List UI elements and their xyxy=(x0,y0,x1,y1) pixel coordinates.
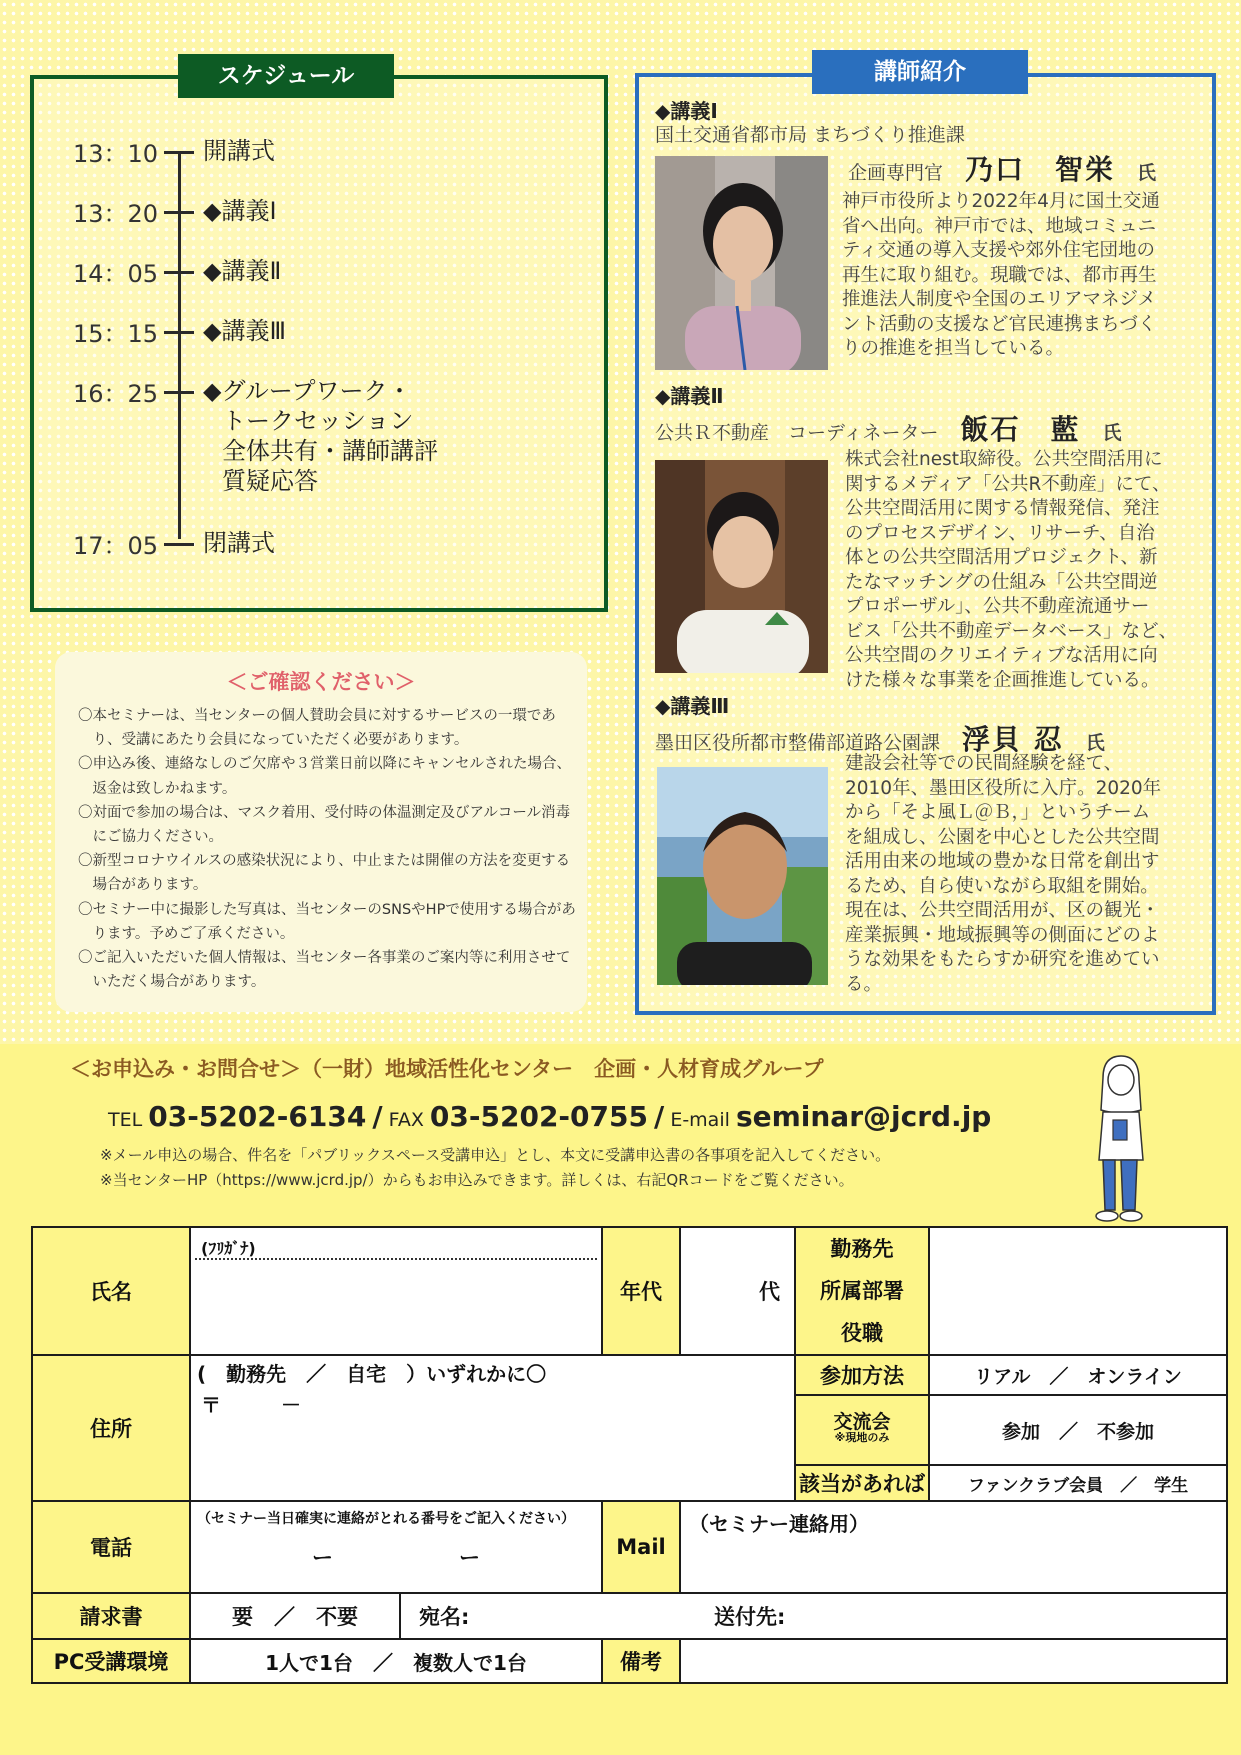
schedule-time: 15：15 xyxy=(73,320,159,348)
notice-item: 〇本セミナーは、当センターの個人賛助会員に対するサービスの一環であり、受講にあたり会員になっていただく必要があります。 xyxy=(78,708,556,749)
notice-item: 〇申込み後、連絡なしのご欠席や３営業日前以降にキャンセルされた場合、返金は致しかねます。 xyxy=(78,756,571,797)
phone-field[interactable]: （セミナー当日確実に連絡がとれる番号をご記入ください） ー ー xyxy=(190,1501,602,1593)
invoice-choice[interactable]: 要 ／ 不要 xyxy=(190,1593,400,1639)
schedule-time: 16：25 xyxy=(73,380,159,408)
schedule-title: スケジュール xyxy=(178,54,394,98)
lecturer-photo-3 xyxy=(657,767,828,985)
lecturer-name: 飯石 藍 xyxy=(960,413,1081,446)
networking-choice[interactable]: 参加 ／ 不参加 xyxy=(929,1395,1227,1465)
schedule-time: 13：20 xyxy=(73,200,159,228)
mail-label: E-mail xyxy=(670,1109,730,1131)
lecturer-name-row xyxy=(655,408,1122,448)
timeline-tick xyxy=(164,543,194,546)
lecturer-name-row xyxy=(848,148,1156,188)
lecturer-org: 墨田区役所都市整備部道路公園課 xyxy=(655,732,941,754)
schedule-time: 13：10 xyxy=(73,140,159,168)
lecturer-org: 公共Ｒ不動産 コーディネーター xyxy=(655,422,939,444)
schedule-event-sub: 質疑応答 xyxy=(222,467,318,495)
age-label: 年代 xyxy=(602,1227,680,1355)
lecturer-photo-2 xyxy=(655,460,828,673)
mail-field[interactable]: （セミナー連絡用） xyxy=(680,1501,1227,1593)
fax-number: 03-5202-0755 xyxy=(429,1100,648,1133)
lecturer-name: 乃口 智栄 xyxy=(965,153,1116,186)
notice-item: 〇新型コロナウイルスの感染状況により、中止または開催の方法を変更する場合があります。 xyxy=(78,853,571,894)
schedule-event: ◆講義Ⅰ xyxy=(203,197,277,225)
workplace-label: 勤務先 所属部署 役職 xyxy=(795,1227,929,1355)
lecturer-bio: 株式会社nest取締役。公共空間活用に 関するメディア「公共R不動産」にて、 公共空間活用に関する情報発信、発注 のプロセスデザイン、リサーチ、自治 体との公共空間活用プロジェクト、新 たなマッチングの仕組み「公共空間逆 プロポーザル」、公共不動産流通サー ビス「公共不動産データベース」など、 公共空間のクリエイティブな活用に向 けた様々な事業を企画推進している。 xyxy=(845,449,1178,691)
timeline-tick xyxy=(164,211,194,214)
invoice-address-field[interactable] xyxy=(400,1593,1227,1639)
lecture-heading: ◆講義Ⅲ xyxy=(655,694,730,718)
notice-list xyxy=(78,704,578,994)
timeline-tick xyxy=(164,151,194,154)
notice-item: 〇セミナー中に撮影した写真は、当センターのSNSやHPで使用する場合があります。予めご了承ください。 xyxy=(78,901,576,942)
lecturer-honorific: 氏 xyxy=(1102,422,1122,444)
lecturer-honorific: 氏 xyxy=(1085,732,1105,754)
participation-method-label: 参加方法 xyxy=(795,1355,929,1395)
lecturer-name: 浮貝 忍 xyxy=(962,723,1064,756)
address-field[interactable]: ( 勤務先 ／ 自宅 ）いずれかに〇 〒 － xyxy=(190,1355,795,1501)
schedule-event: 開講式 xyxy=(203,137,275,165)
notice-item: 〇ご記入いただいた個人情報は、当センター各事業のご案内等に利用させていただく場合があります。 xyxy=(78,950,571,991)
mail-label: Mail xyxy=(602,1501,680,1593)
timeline-tick xyxy=(164,391,194,394)
applicable-label: 該当があれば xyxy=(795,1465,929,1501)
participation-method-choice[interactable]: リアル ／ オンライン xyxy=(929,1355,1227,1395)
schedule-event-sub: トークセッション xyxy=(222,407,414,435)
remarks-field[interactable] xyxy=(680,1639,1227,1683)
lecture-heading: ◆講義Ⅱ xyxy=(655,384,724,408)
tel-label: TEL xyxy=(108,1109,143,1131)
email-link[interactable]: seminar@jcrd.jp xyxy=(735,1100,992,1133)
schedule-event: ◆講義Ⅲ xyxy=(203,317,287,345)
networking-label: 交流会 ※現地のみ xyxy=(795,1395,929,1465)
schedule-event: 閉講式 xyxy=(203,529,275,557)
fax-label: FAX xyxy=(388,1109,424,1131)
application-form xyxy=(31,1226,1228,1684)
application-header: ＜お申込み・お問合せ＞（一財）地域活性化センター 企画・人材育成グループ xyxy=(70,1057,824,1081)
lecture-heading: ◆講義Ⅰ xyxy=(655,99,718,123)
tel-number: 03-5202-6134 xyxy=(148,1100,367,1133)
timeline-tick xyxy=(164,331,194,334)
lecturer-bio: 神戸市役所より2022年4月に国土交通 省へ出向。神戸市では、地域コミュニ ティ交通の導入支援や郊外住宅団地の 再生に取り組む。現職では、都市再生 推進法人制度や全国のエリアマネジメ ント活動の支援など官民連携まちづく りの推進を担当している。 xyxy=(842,191,1160,359)
workplace-field[interactable] xyxy=(929,1227,1227,1355)
name-field[interactable] xyxy=(190,1227,602,1355)
applicable-choice[interactable]: ファンクラブ会員 ／ 学生 xyxy=(929,1465,1227,1501)
send-to-label: 送付先: xyxy=(714,1605,786,1629)
lecturer-honorific: 氏 xyxy=(1137,162,1157,184)
schedule-event: ◆講義Ⅱ xyxy=(203,257,282,285)
schedule-event-sub: 全体共有・講師講評 xyxy=(222,437,438,465)
schedule-event: ◆グループワーク・ xyxy=(203,377,412,405)
notice-item: 〇対面で参加の場合は、マスク着用、受付時の体温測定及びアルコール消毒にご協力ください。 xyxy=(78,804,571,846)
illustration-person xyxy=(1085,1050,1155,1225)
timeline-tick xyxy=(164,271,194,274)
addressee-label: 宛名: xyxy=(419,1605,470,1629)
pc-environment-choice[interactable]: 1人で1台 ／ 複数人で1台 xyxy=(190,1639,602,1683)
pc-environment-label: PC受講環境 xyxy=(32,1639,190,1683)
remarks-label: 備考 xyxy=(602,1639,680,1683)
lecturer-title: 講師紹介 xyxy=(812,50,1028,94)
phone-label: 電話 xyxy=(32,1501,190,1593)
invoice-label: 請求書 xyxy=(32,1593,190,1639)
notice-title: ＜ご確認ください＞ xyxy=(226,670,416,694)
name-label: 氏名 xyxy=(32,1227,190,1355)
lecturer-position: 企画専門官 xyxy=(848,162,944,184)
lecturer-org: 国土交通省都市局 まちづくり推進課 xyxy=(655,124,965,146)
address-label: 住所 xyxy=(32,1355,190,1501)
schedule-time: 17：05 xyxy=(73,532,159,560)
furigana-label: (ﾌﾘｶﾞﾅ) xyxy=(195,1228,597,1260)
application-note: ※当センターHP（https://www.jcrd.jp/）からもお申込みできます。詳しくは、右記QRコードをご覧ください。 xyxy=(100,1171,854,1189)
lecturer-bio: 建設会社等での民間経験を経て、 2010年、墨田区役所に入庁。2020年 から「そよ風Ｌ＠Ｂ，」というチーム を組成し、公園を中心とした公共空間 活用由来の地域の豊かな日常を創出す るため、自ら使いながら取組を開始。 現在は、公共空間活用が、区の観光・ 産業振興・地域振興等の側面にどのよ うな効果をもたらすか研究を進めてい る。 xyxy=(845,753,1162,995)
lecturer-photo-1 xyxy=(655,156,828,370)
contact-line: TEL 03-5202-6134 / FAX 03-5202-0755 / E-mail seminar@jcrd.jp xyxy=(108,1100,992,1133)
postal-code-field[interactable]: 〒 － xyxy=(201,1393,301,1417)
age-field[interactable]: 代 xyxy=(680,1227,795,1355)
application-note: ※メール申込の場合、件名を「パブリックスペース受講申込」とし、本文に受講申込書の各事項を記入してください。 xyxy=(100,1146,891,1164)
schedule-time: 14：05 xyxy=(73,260,159,288)
